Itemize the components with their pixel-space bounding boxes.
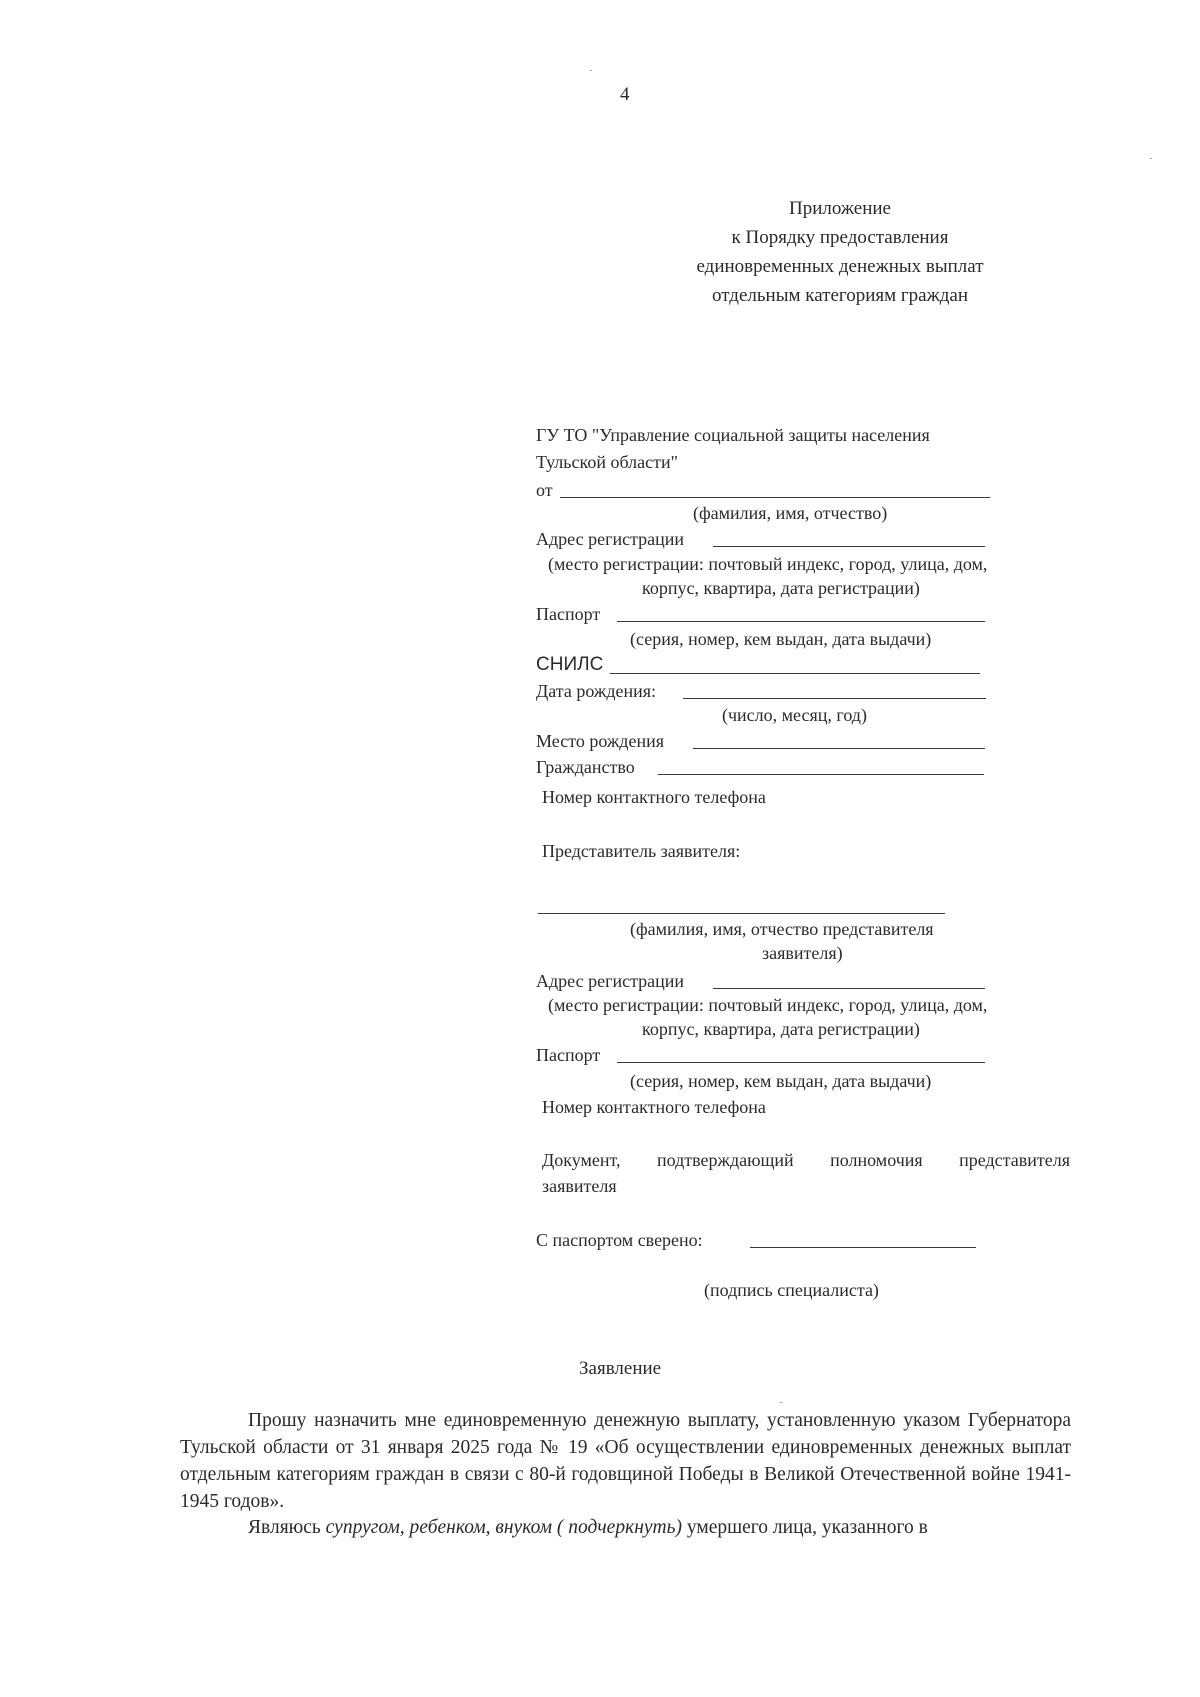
address-hint: (место регистрации: почтовый индекс, город, улица, дом, — [548, 554, 988, 574]
passport-hint: (серия, номер, кем выдан, дата выдачи) — [630, 629, 932, 649]
relation-paragraph — [180, 1514, 1071, 1541]
rep-address-hint: корпус, квартира, дата регистрации) — [642, 1019, 920, 1039]
citizenship-label: Гражданство — [536, 757, 635, 777]
birth-date-label: Дата рождения: — [536, 681, 657, 701]
signature-hint: (подпись специалиста) — [704, 1280, 879, 1300]
rep-fio-hint: (фамилия, имя, отчество представителя — [630, 919, 934, 939]
rep-fio-field-line[interactable] — [538, 913, 945, 914]
rep-passport-label: Паспорт — [536, 1045, 601, 1065]
passport-label: Паспорт — [536, 604, 601, 624]
verified-label: С паспортом сверено: — [536, 1230, 703, 1250]
snils-field-line[interactable] — [610, 673, 980, 674]
from-label: от — [536, 480, 553, 500]
relation-text-end: умершего лица, указанного в — [682, 1517, 928, 1538]
relation-options: супругом, ребенком, внуком ( подчеркнуть) — [325, 1517, 682, 1538]
appendix-line: единовременных денежных выплат — [696, 256, 984, 277]
birth-place-label: Место рождения — [536, 731, 665, 751]
rep-phone-label: Номер контактного телефона — [542, 1097, 766, 1117]
appendix-line: к Порядку предоставления — [731, 227, 949, 248]
relation-text-start: Являюсь — [248, 1517, 326, 1538]
org-line: ГУ ТО "Управление социальной защиты населения — [536, 425, 930, 445]
address-field-line[interactable] — [713, 546, 985, 547]
verified-signature-line[interactable] — [750, 1247, 976, 1248]
org-line: Тульской области" — [536, 452, 678, 472]
birth-date-field-line[interactable] — [683, 698, 986, 699]
statement-paragraph-text: Прошу назначить мне единовременную денежную выплату, установленную указом Губернатора Тульской области от 31 января 2025 года № 19 «Об осуществлении единовременных денежных выплат отдельным категориям граждан в связи с 80-й годовщиной Победы в Великой Отечественной войне 1941-1945 годов». — [180, 1410, 1071, 1512]
rep-address-label: Адрес регистрации — [536, 971, 685, 991]
appendix-line: Приложение — [789, 198, 891, 219]
passport-field-line[interactable] — [617, 621, 985, 622]
statement-title: Заявление — [579, 1358, 662, 1379]
appendix-block — [640, 194, 1040, 310]
rep-passport-field-line[interactable] — [617, 1062, 985, 1063]
authority-doc-line: заявителя — [542, 1176, 617, 1196]
snils-label: СНИЛС — [536, 654, 604, 675]
citizenship-field-line[interactable] — [658, 774, 984, 775]
rep-fio-hint: заявителя) — [762, 943, 843, 963]
address-label: Адрес регистрации — [536, 529, 685, 549]
address-hint: корпус, квартира, дата регистрации) — [642, 578, 920, 598]
scan-speck — [780, 1402, 782, 1403]
fio-field-line[interactable] — [560, 497, 990, 498]
fio-hint: (фамилия, имя, отчество) — [693, 503, 888, 523]
rep-address-hint: (место регистрации: почтовый индекс, город, улица, дом, — [548, 995, 988, 1015]
rep-address-field-line[interactable] — [713, 988, 985, 989]
scan-speck — [1150, 158, 1152, 159]
page-number: 4 — [620, 84, 630, 105]
statement-paragraph — [180, 1407, 1071, 1515]
representative-title: Представитель заявителя: — [542, 841, 741, 861]
authority-doc-line: Документ, подтверждающий полномочия представителя — [542, 1150, 1070, 1170]
birth-place-field-line[interactable] — [693, 748, 985, 749]
phone-label: Номер контактного телефона — [542, 787, 766, 807]
scan-speck — [590, 70, 592, 71]
appendix-line: отдельным категориям граждан — [712, 285, 968, 306]
birth-date-hint: (число, месяц, год) — [722, 705, 867, 725]
rep-passport-hint: (серия, номер, кем выдан, дата выдачи) — [630, 1071, 932, 1091]
